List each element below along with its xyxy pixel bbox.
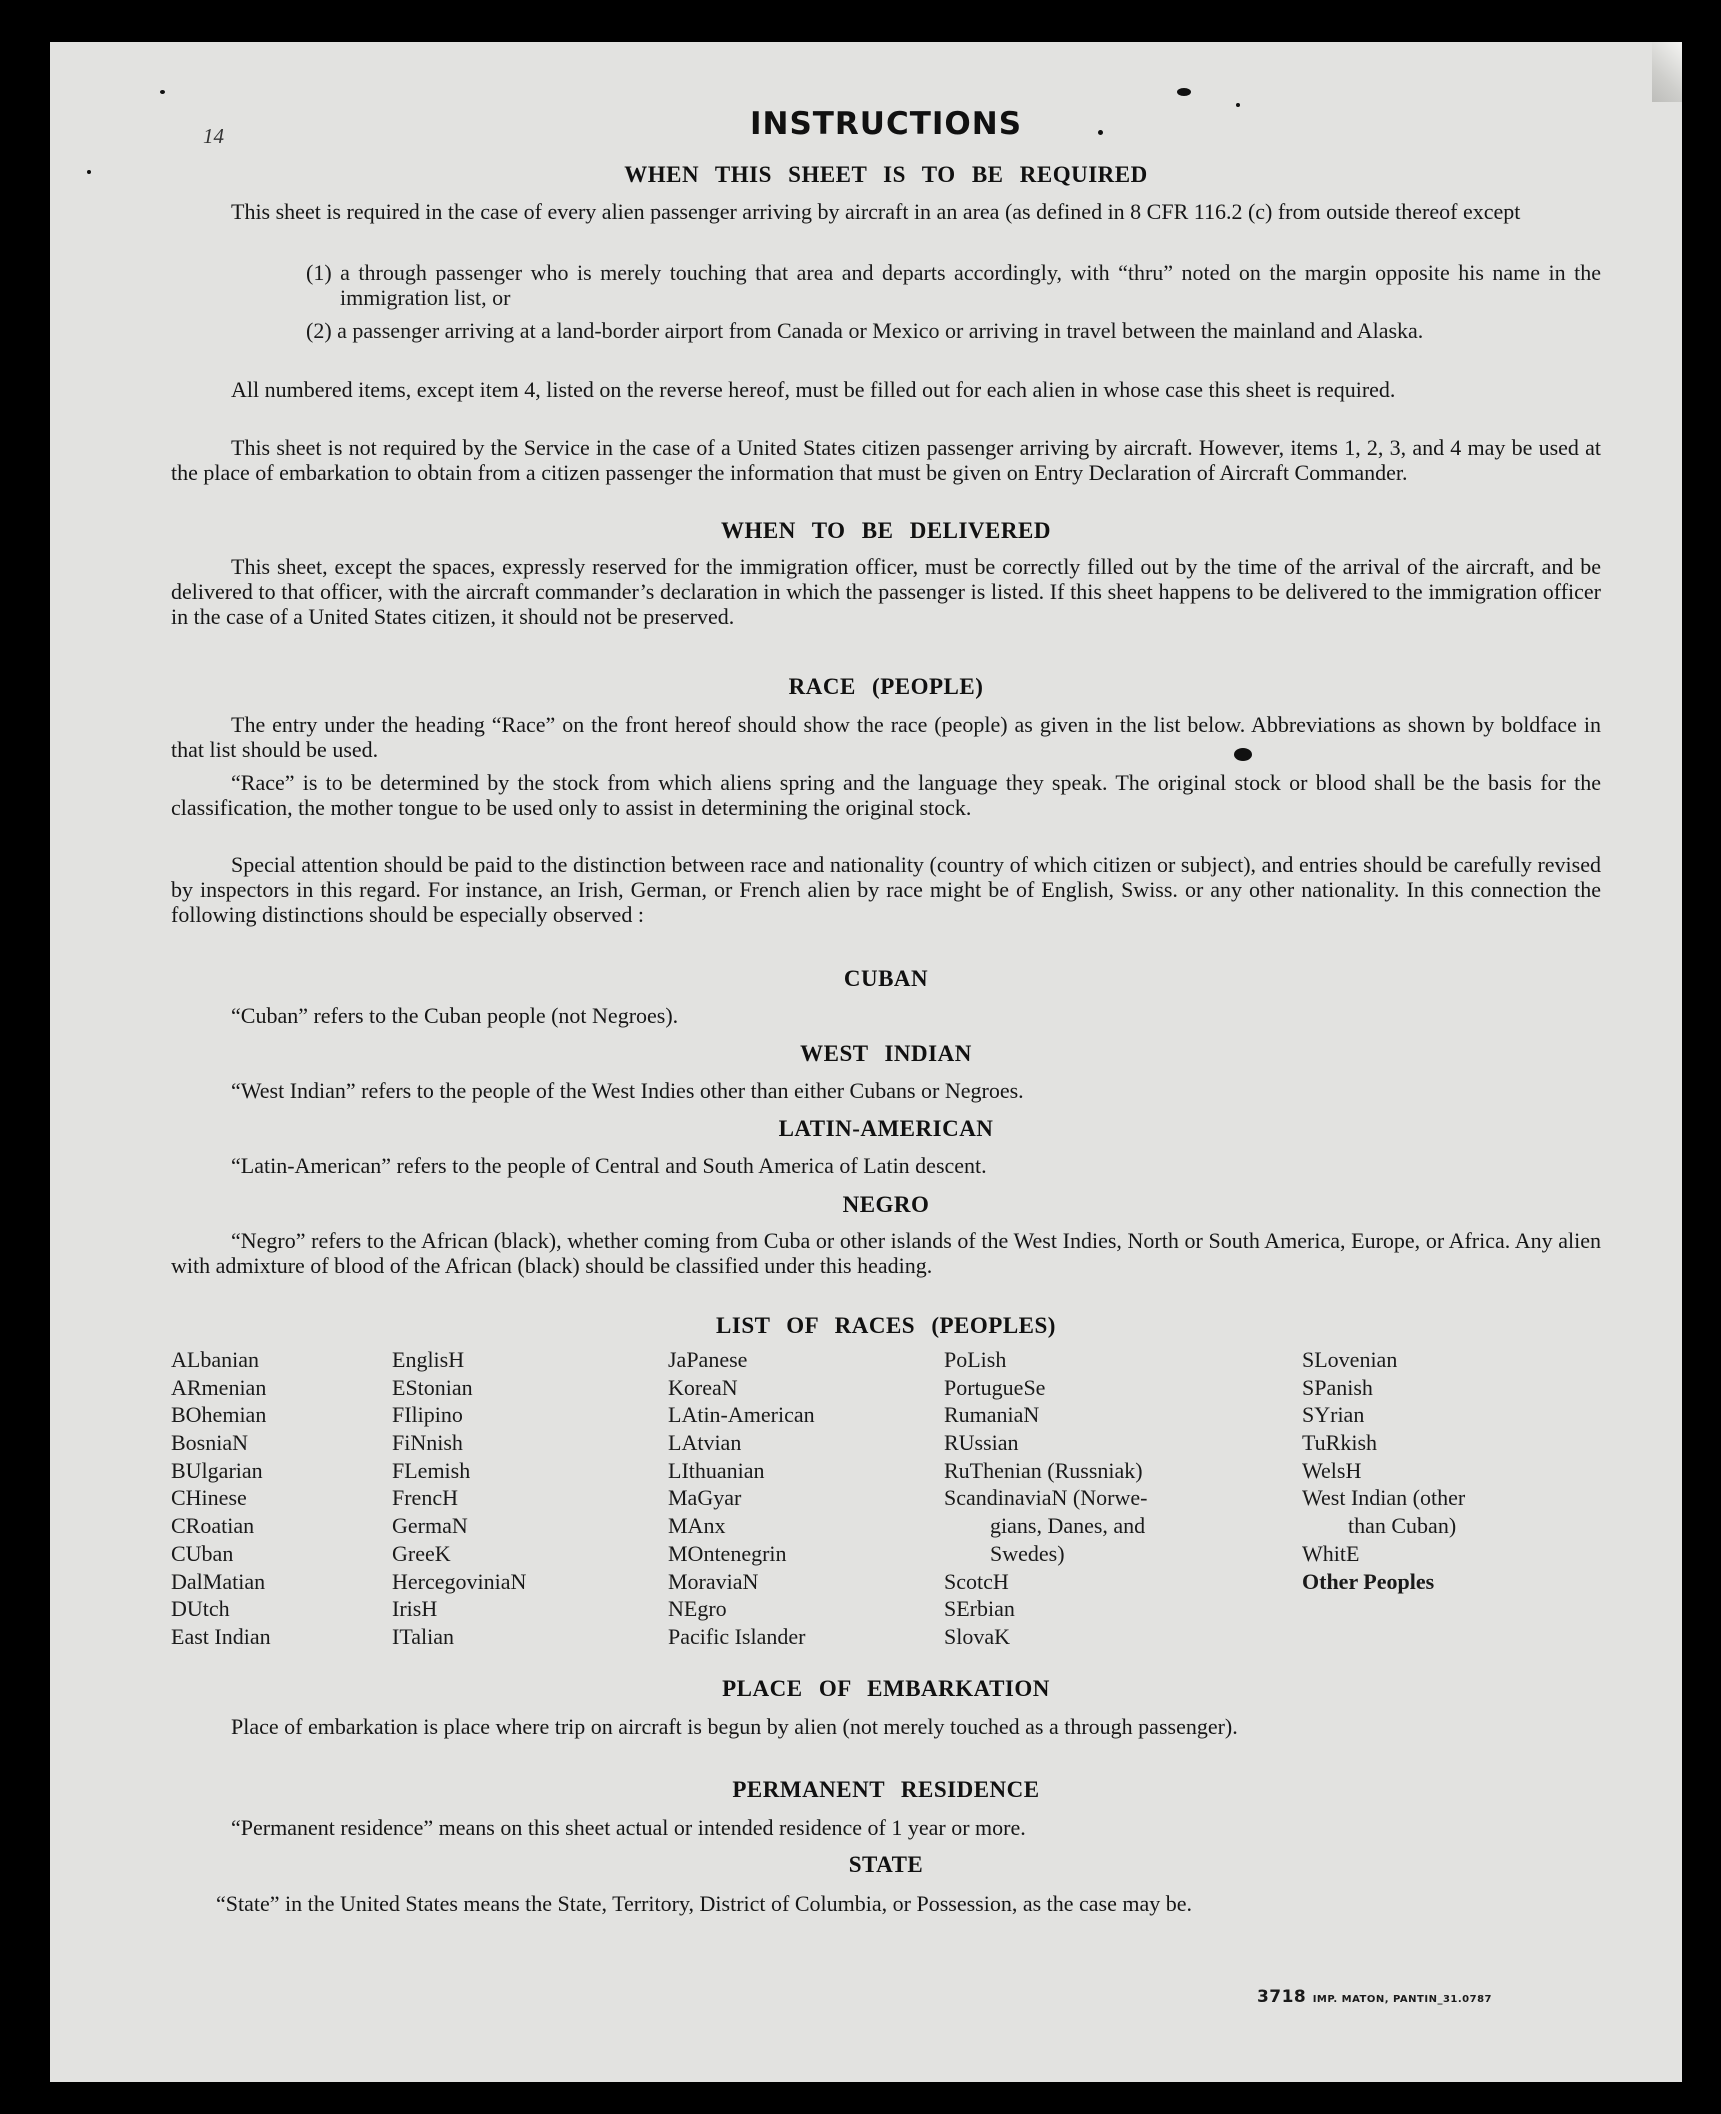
cuban-text: “Cuban” refers to the Cuban people (not Negroes).	[231, 1003, 679, 1028]
required-intro: This sheet is required in the case of every alien passenger arriving by aircraft in an area (as defined in 8 CFR 116.2 (c) from outside thereof except	[231, 199, 1521, 224]
form-number: 3718	[1256, 1987, 1307, 2007]
race-entry: LIthuanian	[668, 1457, 765, 1483]
race-entry: WhitE	[1302, 1540, 1360, 1566]
race-entry: gians, Danes, and	[990, 1513, 1146, 1539]
race-entry: Pacific Islander	[668, 1623, 806, 1649]
heading-when-required: WHEN THIS SHEET IS TO BE REQUIRED	[624, 162, 1148, 187]
page-title: INSTRUCTIONS	[749, 106, 1023, 142]
race-entry: FrencH	[392, 1485, 458, 1511]
race-entry: DUtch	[171, 1596, 230, 1622]
race-entry: PoLish	[944, 1347, 1007, 1372]
race-entry: RuThenian (Russniak)	[944, 1457, 1143, 1483]
heading-list-of-races: LIST OF RACES (PEOPLES)	[716, 1313, 1056, 1338]
race-entry: Other Peoples	[1302, 1568, 1435, 1594]
page-mark: 14	[203, 124, 224, 148]
race-entry: FIlipino	[392, 1402, 463, 1428]
race-entry: FiNnish	[392, 1430, 463, 1456]
race-paragraph-3: Special attention should be paid to the distinction between race and nationality (country of which citizen or subject), and entries should be carefully revised by inspectors in this regard. For instance, an Irish, German, or French alien by race might be of English, Swiss. or any other nationality. In this connection the following distinctions should be especially observed :	[171, 852, 1601, 927]
required-item-2: (2) a passenger arriving at a land-border airport from Canada or Mexico or arriving in travel between the mainland and Alaska.	[306, 318, 1424, 343]
race-paragraph-2: “Race” is to be determined by the stock from which aliens spring and the language they speak. The original stock or blood shall be the basis for the classification, the mother tongue to be used only to assist in determining the original stock.	[171, 770, 1601, 820]
race-entry: MoraviaN	[668, 1568, 759, 1594]
race-entry: BOhemian	[171, 1402, 267, 1428]
race-entry: SErbian	[944, 1596, 1015, 1622]
required-item-1: (1) a through passenger who is merely touching that area and departs accordingly, with “thru” noted on the margin opposite his name in the immigration list, or	[306, 260, 1601, 310]
state-text: “State” in the United States means the State, Territory, District of Columbia, or Possession, as the case may be.	[216, 1891, 1193, 1916]
heading-west-indian: WEST INDIAN	[800, 1041, 972, 1066]
delivered-text: This sheet, except the spaces, expressly reserved for the immigration officer, must be correctly filled out by the time of the arrival of the aircraft, and be delivered to that officer, with the aircraft commander’s declaration in which the passenger is listed. If this sheet happens to be delivered to the immigration officer in the case of a United States citizen, it should not be preserved.	[171, 554, 1601, 629]
residence-text: “Permanent residence” means on this sheet actual or intended residence of 1 year or more.	[231, 1815, 1026, 1840]
race-entry: GreeK	[392, 1540, 451, 1566]
race-entry: CHinese	[171, 1485, 247, 1511]
race-entry: SYrian	[1302, 1402, 1365, 1428]
race-entry: JaPanese	[668, 1347, 748, 1372]
heading-embarkation: PLACE OF EMBARKATION	[722, 1676, 1050, 1701]
citizen-text: This sheet is not required by the Service in the case of a United States citizen passenger arriving by aircraft. However, items 1, 2, 3, and 4 may be used at the place of embarkation to obtain from a citizen passenger the information that must be given on Entry Declaration of Aircraft Commander.	[171, 435, 1601, 485]
race-column-2	[392, 1346, 526, 1651]
race-column-5	[1302, 1346, 1465, 1595]
form-footer	[1257, 1987, 1492, 2007]
race-entry: BosniaN	[171, 1430, 248, 1456]
heading-latin-american: LATIN-AMERICAN	[778, 1116, 994, 1141]
race-entry: ScandinaviaN (Norwe-	[944, 1485, 1148, 1511]
race-entry: SLovenian	[1302, 1347, 1398, 1372]
race-entry: ITalian	[392, 1623, 454, 1649]
race-entry: BUlgarian	[171, 1457, 263, 1483]
race-entry: GermaN	[392, 1513, 468, 1539]
race-entry: NEgro	[668, 1596, 727, 1622]
page-fold	[1652, 42, 1682, 102]
numbered-items-text: All numbered items, except item 4, listed on the reverse hereof, must be filled out for each alien in whose case this sheet is required.	[231, 377, 1396, 402]
race-entry: TuRkish	[1302, 1430, 1378, 1456]
race-column-1	[171, 1346, 271, 1651]
race-entry: ARmenian	[171, 1374, 267, 1400]
race-paragraph-1: The entry under the heading “Race” on the front hereof should show the race (people) as given in the list below. Abbreviations as shown by boldface in that list should be used.	[171, 712, 1601, 762]
instructions-body	[171, 42, 1601, 2082]
race-entry: CRoatian	[171, 1513, 255, 1539]
race-entry: RumaniaN	[944, 1402, 1040, 1428]
speck	[87, 170, 91, 174]
race-entry: West Indian (other	[1302, 1485, 1466, 1511]
document-page	[50, 42, 1682, 2082]
race-entry: WelsH	[1302, 1457, 1362, 1483]
heading-race: RACE (PEOPLE)	[788, 674, 984, 699]
printer-imprint: IMP. MATON, PANTIN_31.0787	[1312, 1994, 1492, 2005]
race-entry: LAtvian	[668, 1430, 742, 1456]
race-entry: ScotcH	[944, 1568, 1009, 1594]
heading-negro: NEGRO	[842, 1192, 930, 1217]
race-entry: CUban	[171, 1540, 234, 1566]
race-entry: PortugueSe	[944, 1374, 1046, 1400]
race-entry: EnglisH	[392, 1347, 465, 1372]
race-entry: LAtin-American	[668, 1402, 815, 1428]
speck	[160, 90, 165, 94]
race-entry: IrisH	[392, 1596, 438, 1622]
race-entry: SPanish	[1302, 1374, 1373, 1400]
race-entry: RUssian	[944, 1430, 1019, 1456]
race-entry: MAnx	[668, 1513, 726, 1539]
embarkation-text: Place of embarkation is place where trip on aircraft is begun by alien (not merely touched as a through passenger).	[231, 1714, 1238, 1739]
heading-cuban: CUBAN	[843, 966, 929, 991]
heading-permanent-residence: PERMANENT RESIDENCE	[732, 1777, 1040, 1802]
race-entry: DalMatian	[171, 1568, 266, 1594]
negro-text: “Negro” refers to the African (black), whether coming from Cuba or other islands of the West Indies, North or South America, Europe, or Africa. Any alien with admixture of blood of the African (black) should be classified under this heading.	[171, 1228, 1601, 1278]
race-entry: KoreaN	[668, 1374, 738, 1400]
race-column-3	[668, 1346, 815, 1651]
race-entry: FLemish	[392, 1457, 471, 1483]
race-entry: MOntenegrin	[668, 1540, 787, 1566]
race-entry: Swedes)	[990, 1540, 1065, 1566]
race-column-4	[944, 1346, 1147, 1651]
race-entry: EStonian	[392, 1374, 473, 1400]
heading-when-delivered: WHEN TO BE DELIVERED	[721, 518, 1051, 543]
race-entry: East Indian	[171, 1623, 271, 1649]
west-indian-text: “West Indian” refers to the people of the West Indies other than either Cubans or Negroes.	[231, 1078, 1024, 1103]
latin-american-text: “Latin-American” refers to the people of Central and South America of Latin descent.	[231, 1153, 987, 1178]
race-entry: SlovaK	[944, 1623, 1010, 1649]
heading-state: STATE	[848, 1852, 924, 1877]
race-entry: ALbanian	[171, 1347, 259, 1372]
race-entry: MaGyar	[668, 1485, 742, 1511]
race-entry: HercegoviniaN	[392, 1568, 527, 1594]
race-entry: than Cuban)	[1348, 1513, 1457, 1539]
